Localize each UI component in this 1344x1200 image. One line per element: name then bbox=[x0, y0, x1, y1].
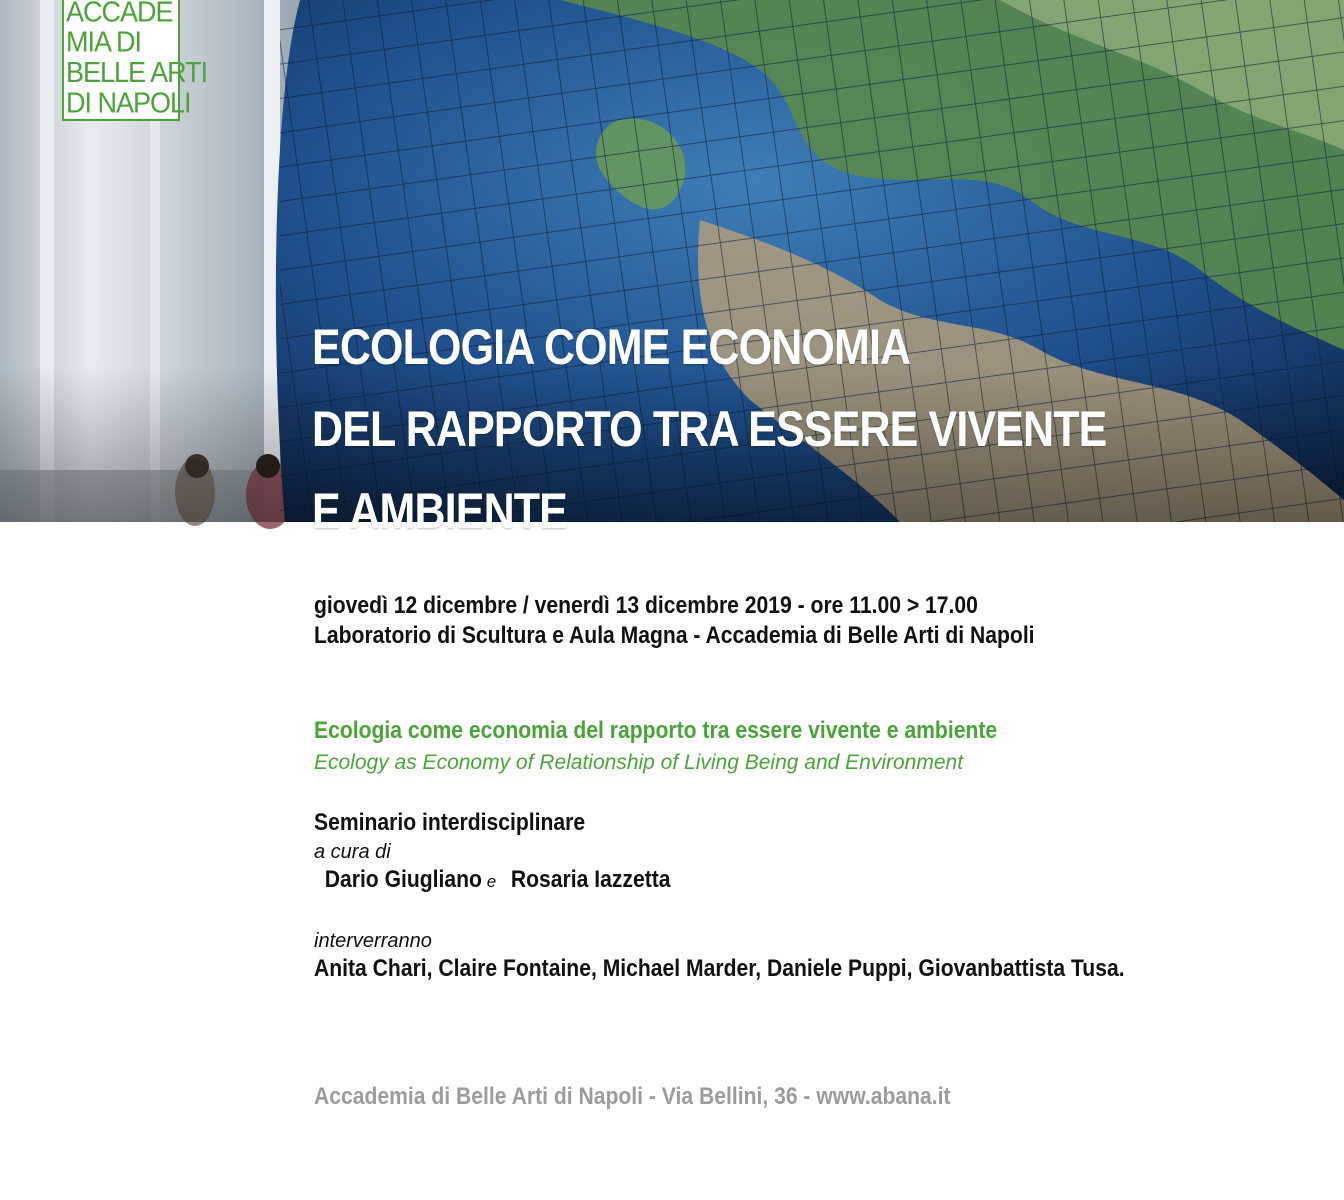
title-line: ECOLOGIA COME ECONOMIA bbox=[312, 319, 911, 375]
curator-name: Dario Giugliano bbox=[324, 866, 482, 893]
seminar-type: Seminario interdisciplinare bbox=[314, 809, 586, 836]
subtitle-italian: Ecologia come economia del rapporto tra essere vivente e ambiente bbox=[314, 717, 998, 744]
logo-line: MIA DI bbox=[66, 26, 142, 58]
event-dates: giovedì 12 dicembre / venerdì 13 dicembre 2019 - ore 11.00 > 17.00 bbox=[314, 592, 978, 619]
footer-address: Accademia di Belle Arti di Napoli - Via Bellini, 36 - www.abana.it bbox=[314, 1083, 951, 1110]
curators-conjunction: e bbox=[486, 872, 497, 891]
poster-title bbox=[312, 306, 1106, 552]
hero-image bbox=[0, 0, 1344, 539]
logo-line: DI NAPOLI bbox=[66, 87, 191, 119]
speakers-label: interverranno bbox=[314, 930, 432, 952]
curators bbox=[314, 866, 682, 894]
event-venue: Laboratorio di Scultura e Aula Magna - Accademia di Belle Arti di Napoli bbox=[314, 622, 1035, 649]
logo-line: ACCADE bbox=[66, 0, 173, 28]
logo-line: BELLE ARTI bbox=[66, 56, 208, 89]
academy-logo bbox=[62, 0, 208, 121]
subtitle-english: Ecology as Economy of Relationship of Living Being and Environment bbox=[314, 751, 964, 774]
curated-by-label: a cura di bbox=[314, 841, 391, 863]
curator-name: Rosaria Iazzetta bbox=[511, 866, 671, 893]
title-line: E AMBIENTE bbox=[312, 483, 567, 539]
speakers-names: Anita Chari, Claire Fontaine, Michael Marder, Daniele Puppi, Giovanbattista Tusa. bbox=[314, 955, 1125, 982]
title-line: DEL RAPPORTO TRA ESSERE VIVENTE bbox=[312, 401, 1107, 457]
